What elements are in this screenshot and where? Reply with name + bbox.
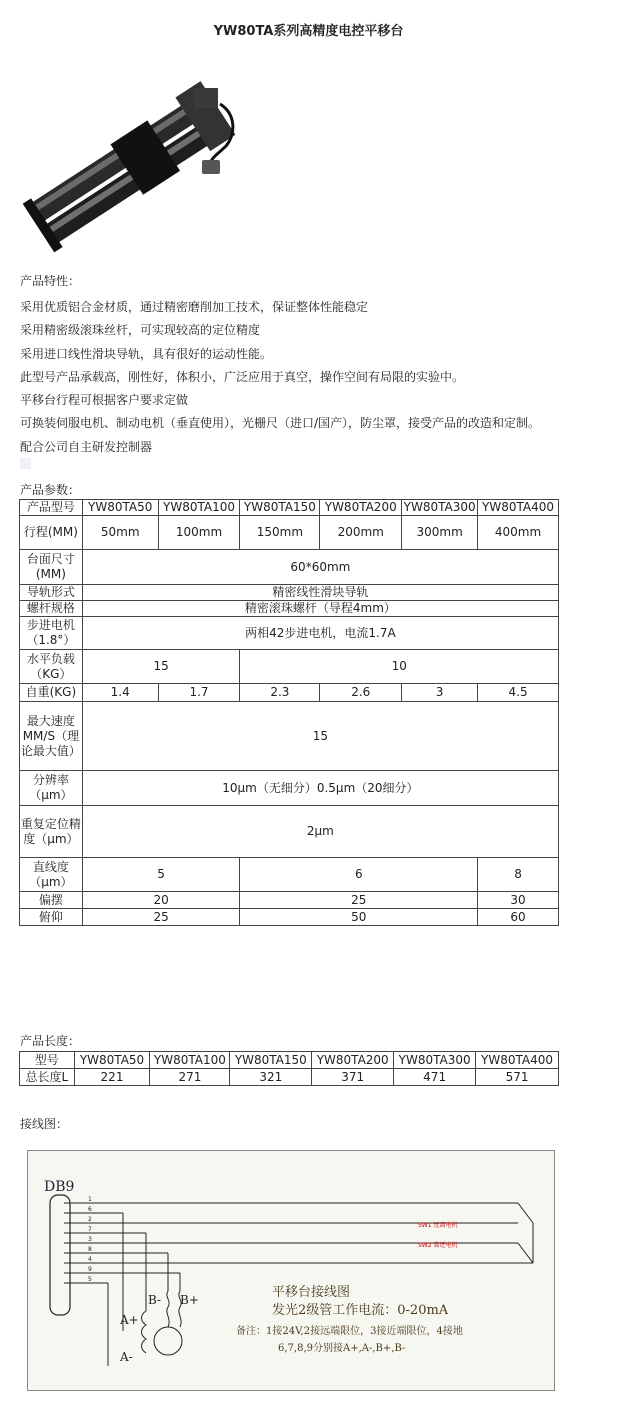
bplus-label: B+ xyxy=(180,1293,199,1307)
cell: YW80TA50 xyxy=(82,500,158,516)
table-row xyxy=(20,550,559,585)
params-table xyxy=(19,499,559,926)
note-line-1: 备注：1接24V,2接远端限位，3接近端限位，4接地 xyxy=(236,1326,463,1337)
length-table xyxy=(19,1051,559,1086)
cell: 型号 xyxy=(20,1052,75,1069)
cell: YW80TA100 xyxy=(158,500,240,516)
cell: 步进电机（1.8°） xyxy=(20,617,83,650)
table-row xyxy=(20,909,559,926)
feature-line: 平移台行程可根据客户要求定做 xyxy=(20,393,189,408)
cell: 8 xyxy=(478,858,559,892)
diagram-title: 平移台接线图 xyxy=(272,1285,351,1300)
table-row xyxy=(20,1069,559,1086)
cell: YW80TA200 xyxy=(312,1052,394,1069)
cell: 25 xyxy=(240,892,478,909)
pin-label: 3 xyxy=(88,1236,92,1243)
cell: 4.5 xyxy=(478,684,559,702)
params-heading: 产品参数： xyxy=(20,483,81,497)
pin-label: 9 xyxy=(88,1266,92,1273)
aminus-label: A- xyxy=(120,1350,133,1364)
cell: 自重(KG) xyxy=(20,684,83,702)
bminus-label: B- xyxy=(148,1293,162,1307)
cell: 20 xyxy=(82,892,240,909)
table-row xyxy=(20,601,559,617)
feature-line: 配合公司自主研发控制器 xyxy=(20,439,153,454)
cell: 2.6 xyxy=(320,684,402,702)
length-heading: 产品长度： xyxy=(20,1034,81,1048)
cell: 100mm xyxy=(158,516,240,550)
cell: 10μm（无细分）0.5μm（20细分） xyxy=(82,771,558,806)
cell: 分辨率（μm） xyxy=(20,771,83,806)
pin-label: 1 xyxy=(88,1196,92,1203)
cell: 3 xyxy=(402,684,478,702)
cell: 300mm xyxy=(402,516,478,550)
cell: 台面尺寸(MM) xyxy=(20,550,83,585)
feature-line: 此型号产品承载高，刚性好，体积小，广泛应用于真空，操作空间有局限的实验中。 xyxy=(20,369,465,384)
pin-label: 2 xyxy=(88,1216,92,1223)
cell: 偏摆 xyxy=(20,892,83,909)
aplus-label: A+ xyxy=(120,1313,139,1327)
feature-line: 采用优质铝合金材质，通过精密磨削加工技术，保证整体性能稳定 xyxy=(20,300,369,314)
cell: 俯仰 xyxy=(20,909,83,926)
product-photo xyxy=(14,74,242,254)
cell: 精密滚珠螺杆（导程4mm） xyxy=(82,601,558,617)
table-row xyxy=(20,585,559,601)
pin-label: 4 xyxy=(88,1256,92,1263)
cell: 水平负载（KG） xyxy=(20,650,83,684)
cell: 直线度（μm） xyxy=(20,858,83,892)
feature-line: 采用进口线性滑块导轨，具有很好的运动性能。 xyxy=(20,346,273,361)
cell: 导轨形式 xyxy=(20,585,83,601)
page-title: YW80TA系列高精度电控平移台 xyxy=(213,24,404,39)
table-row xyxy=(20,806,559,858)
cell: 321 xyxy=(230,1069,312,1086)
db9-label: DB9 xyxy=(44,1179,75,1195)
cell: 150mm xyxy=(240,516,320,550)
cell: 221 xyxy=(74,1069,150,1086)
cell: 371 xyxy=(312,1069,394,1086)
cell: 571 xyxy=(476,1069,559,1086)
features-heading: 产品特性： xyxy=(20,274,81,288)
cell: 重复定位精度（μm） xyxy=(20,806,83,858)
cell: 行程(MM) xyxy=(20,516,83,550)
table-row xyxy=(20,1052,559,1069)
wiring-diagram xyxy=(27,1150,555,1391)
pin-label: 7 xyxy=(88,1226,92,1233)
cell: 精密线性滑块导轨 xyxy=(82,585,558,601)
cell: YW80TA150 xyxy=(240,500,320,516)
placeholder-square xyxy=(20,458,31,469)
cell: YW80TA200 xyxy=(320,500,402,516)
cell: 2.3 xyxy=(240,684,320,702)
cell: 471 xyxy=(394,1069,476,1086)
cell: 50 xyxy=(240,909,478,926)
pin-label: 8 xyxy=(88,1246,92,1253)
table-row xyxy=(20,892,559,909)
cell: YW80TA300 xyxy=(394,1052,476,1069)
pin-label: 5 xyxy=(88,1276,92,1283)
led-current-note: 发光2级管工作电流：0-20mA xyxy=(272,1303,449,1318)
cell: 1.7 xyxy=(158,684,240,702)
cell: 两相42步进电机，电流1.7A xyxy=(82,617,558,650)
cell: 2μm xyxy=(82,806,558,858)
wiring-heading: 接线图： xyxy=(20,1117,69,1131)
pin-label: 6 xyxy=(88,1206,92,1213)
table-row xyxy=(20,516,559,550)
cell: 400mm xyxy=(478,516,559,550)
cell: YW80TA100 xyxy=(150,1052,230,1069)
sw1-label: SW1 远离电机 xyxy=(418,1222,458,1229)
table-row xyxy=(20,702,559,771)
cell: 6 xyxy=(240,858,478,892)
table-row xyxy=(20,858,559,892)
cell: YW80TA400 xyxy=(476,1052,559,1069)
cell: YW80TA150 xyxy=(230,1052,312,1069)
cell: 总长度L xyxy=(20,1069,75,1086)
cell: 螺杆规格 xyxy=(20,601,83,617)
cell: 15 xyxy=(82,650,240,684)
cell: 10 xyxy=(240,650,559,684)
table-row xyxy=(20,684,559,702)
sw2-label: SW2 靠近电机 xyxy=(418,1242,458,1249)
features-list xyxy=(20,296,540,459)
cell: 15 xyxy=(82,702,558,771)
feature-line: 可换装伺服电机、制动电机（垂直使用），光栅尺（进口/国产），防尘罩，接受产品的改造和定制。 xyxy=(20,416,541,431)
note-line-2: 6,7,8,9分别接A+,A-,B+,B- xyxy=(278,1343,406,1354)
cell: 5 xyxy=(82,858,240,892)
cell: 50mm xyxy=(82,516,158,550)
cell: 产品型号 xyxy=(20,500,83,516)
cell: 271 xyxy=(150,1069,230,1086)
cell: YW80TA50 xyxy=(74,1052,150,1069)
cell: YW80TA300 xyxy=(403,500,476,514)
cell: 60*60mm xyxy=(82,550,558,585)
feature-line: 采用精密级滚珠丝杆，可实现较高的定位精度 xyxy=(20,323,261,338)
cell: 200mm xyxy=(320,516,402,550)
table-row xyxy=(20,650,559,684)
cell: 最大速度MM/S（理论最大值） xyxy=(20,702,83,771)
cell: YW80TA400 xyxy=(478,500,559,516)
table-row xyxy=(20,500,559,516)
cell: 30 xyxy=(478,892,559,909)
cell: 60 xyxy=(478,909,559,926)
table-row xyxy=(20,617,559,650)
cell: 1.4 xyxy=(82,684,158,702)
cell: 25 xyxy=(82,909,240,926)
table-row xyxy=(20,771,559,806)
